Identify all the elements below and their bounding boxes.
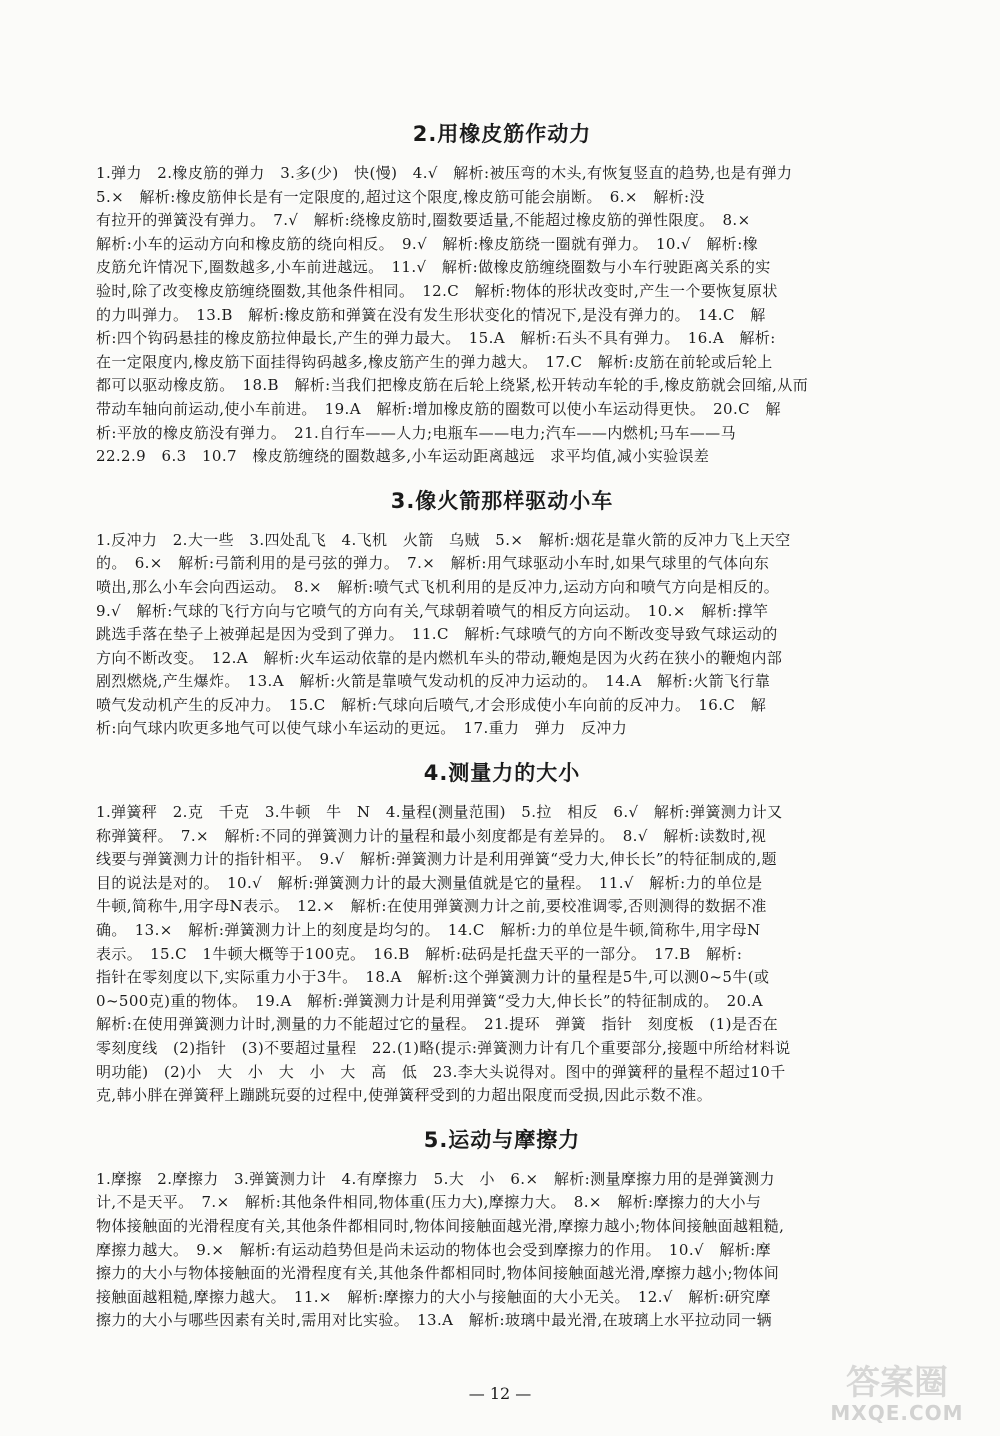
answer-line: 牛顿,简称牛,用字母N表示。 12.× 解析:在使用弹簧测力计之前,要校准调零,否则测得的数据不准 — [96, 897, 767, 916]
answer-line: 计,不是天平。 7.× 解析:其他条件相同,物体重(压力大),摩擦力大。 8.× 解析:摩擦力的大小与 — [96, 1193, 762, 1212]
section-title: 3.像火箭那样驱动小车 — [390, 488, 614, 513]
answer-line: 明功能) (2)小 大 小 大 小 大 高 低 23.李大头说得对。图中的弹簧秤的量程不超过10千 — [96, 1062, 786, 1081]
answer-line: 表示。 15.C 1牛顿大概等于100克。 16.B 解析:砝码是托盘天平的一部分。 17.B 解析: — [96, 944, 743, 963]
answer-line: 1.弹力 2.橡皮筋的弹力 3.多(少) 快(慢) 4.√ 解析:被压弯的木头,有恢复竖直的趋势,也是有弹力 — [96, 164, 793, 182]
watermark-logo — [812, 1364, 982, 1428]
answer-line: 零刻度线 (2)指针 (3)不要超过量程 22.(1)略(提示:弹簧测力计有几个重要部分,接题中所给材料说 — [96, 1039, 791, 1057]
section-body — [96, 162, 908, 469]
answer-line: 都可以驱动橡皮筋。 18.B 解析:当我们把橡皮筋在后轮上绕紧,松开转动车轮的手,橡皮筋就会回缩,从而 — [96, 376, 809, 395]
answer-line: 析:平放的橡皮筋没有弹力。 21.自行车——人力;电瓶车——电力;汽车——内燃机;马车——马 — [96, 423, 736, 442]
section-body — [96, 1168, 908, 1333]
answer-line: 擦力的大小与哪些因素有关时,需用对比实验。 13.A 解析:玻璃中最光滑,在玻璃上水平拉动同一辆 — [96, 1311, 772, 1330]
answer-line: 验时,除了改变橡皮筋缠绕圈数,其他条件相同。 12.C 解析:物体的形状改变时,产生一个要恢复原状 — [96, 281, 778, 300]
answer-line: 1.弹簧秤 2.克 千克 3.牛顿 牛 N 4.量程(测量范围) 5.拉 相反 6.√ 解析:弹簧测力计又 — [96, 803, 783, 822]
answer-line: 1.反冲力 2.大一些 3.四处乱飞 4.飞机 火箭 乌贼 5.× 解析:烟花是靠火箭的反冲力飞上天空 — [96, 530, 791, 549]
section-title: 5.运动与摩擦力 — [423, 1127, 581, 1152]
answer-line: 有拉开的弹簧没有弹力。 7.√ 解析:绕橡皮筋时,圈数要适量,不能超过橡皮筋的弹性限度。 8.× — [96, 211, 751, 230]
answer-line: 析:向气球内吹更多地气可以使气球小车运动的更远。 17.重力 弹力 反冲力 — [96, 719, 628, 738]
answer-line: 称弹簧秤。 7.× 解析:不同的弹簧测力计的量程和最小刻度都是有差异的。 8.√ 解析:读数时,视 — [96, 826, 767, 845]
watermark-text: 答案圈 — [846, 1363, 948, 1403]
answer-line: 物体接触面的光滑程度有关,其他条件都相同时,物体间接触面越光滑,摩擦力越小;物体间接触面越粗糙, — [96, 1216, 785, 1235]
answer-line: 确。 13.× 解析:弹簧测力计上的刻度是均匀的。 14.C 解析:力的单位是牛顿,简称牛,用字母N — [96, 921, 761, 940]
answer-line: 跳选手落在垫子上被弹起是因为受到了弹力。 11.C 解析:气球喷气的方向不断改变导致气球运动的 — [96, 625, 778, 644]
answer-line: 0~500克)重的物体。 19.A 解析:弹簧测力计是利用弹簧“受力大,伸长长”的特征制成的。 20.A — [96, 991, 763, 1010]
answer-line: 喷出,那么小车会向西运动。 8.× 解析:喷气式飞机利用的是反冲力,运动方向和喷气方向是相反的。 — [96, 577, 780, 596]
section-body — [96, 801, 908, 1108]
answer-line: 接触面越粗糙,摩擦力越大。 11.× 解析:摩擦力的大小与接触面的大小无关。 12.√ 解析:研究摩 — [96, 1287, 771, 1306]
answer-line: 摩擦力越大。 9.× 解析:有运动趋势但是尚未运动的物体也会受到摩擦力的作用。 10.√ 解析:摩 — [96, 1240, 772, 1259]
section-body — [96, 529, 908, 741]
answer-line: 皮筋允许情况下,圈数越多,小车前进越远。 11.√ 解析:做橡皮筋缠绕圈数与小车行驶距离关系的实 — [96, 258, 771, 277]
answer-line: 在一定限度内,橡皮筋下面挂得钩码越多,橡皮筋产生的弹力越大。 17.C 解析:皮筋在前轮或后轮上 — [96, 352, 773, 371]
answer-line: 解析:在使用弹簧测力计时,测量的力不能超过它的量程。 21.提环 弹簧 指针 刻度板 (1)是否在 — [96, 1015, 779, 1034]
section — [96, 118, 908, 469]
answer-line: 的。 6.× 解析:弓箭利用的是弓弦的弹力。 7.× 解析:用气球驱动小车时,如果气球里的气体向东 — [96, 554, 770, 573]
watermark-domain: MXQE.COM — [830, 1401, 964, 1425]
section-title: 2.用橡皮筋作动力 — [412, 122, 592, 146]
section — [96, 1124, 908, 1333]
answer-line: 5.× 解析:橡皮筋伸长是有一定限度的,超过这个限度,橡皮筋可能会崩断。 6.× 解析:没 — [96, 187, 705, 206]
answer-line: 析:四个钩码悬挂的橡皮筋拉伸最长,产生的弹力最大。 15.A 解析:石头不具有弹力。 16.A 解析: — [96, 329, 776, 348]
answer-page — [96, 118, 908, 1349]
section — [96, 757, 908, 1108]
answer-line: 1.摩擦 2.摩擦力 3.弹簧测力计 4.有摩擦力 5.大 小 6.× 解析:测量摩擦力用的是弹簧测力 — [96, 1169, 775, 1188]
answer-line: 喷气发动机产生的反冲力。 15.C 解析:气球向后喷气,才会形成使小车向前的反冲力。 16.C 解 — [96, 695, 767, 714]
answer-line: 的力叫弹力。 13.B 解析:橡皮筋和弹簧在没有发生形状变化的情况下,是没有弹力的。 14.C 解 — [96, 305, 766, 324]
page-number: — 12 — — [468, 1384, 532, 1403]
section-title: 4.测量力的大小 — [423, 761, 581, 786]
section — [96, 485, 908, 741]
answer-line: 22.2.9 6.3 10.7 橡皮筋缠绕的圈数越多,小车运动距离越远 求平均值,减小实验误差 — [96, 447, 710, 466]
answer-line: 线要与弹簧测力计的指针相平。 9.√ 解析:弹簧测力计是利用弹簧“受力大,伸长长”的特征制成的,题 — [96, 850, 777, 869]
answer-line: 方向不断改变。 12.A 解析:火车运动依靠的是内燃机车头的带动,鞭炮是因为火药在狭小的鞭炮内部 — [96, 648, 783, 667]
answer-line: 剧烈燃烧,产生爆炸。 13.A 解析:火箭是靠喷气发动机的反冲力运动的。 14.A 解析:火箭飞行靠 — [96, 672, 771, 691]
answer-line: 擦力的大小与物体接触面的光滑程度有关,其他条件都相同时,物体间接触面越光滑,摩擦力越小;物体间 — [96, 1264, 780, 1283]
answer-line: 带动车轴向前运动,使小车前进。 19.A 解析:增加橡皮筋的圈数可以使小车运动得更快。 20.C 解 — [96, 399, 781, 418]
answer-line: 解析:小车的运动方向和橡皮筋的绕向相反。 9.√ 解析:橡皮筋绕一圈就有弹力。 10.√ 解析:橡 — [96, 234, 759, 253]
answer-line: 克,韩小胖在弹簧秤上蹦跳玩耍的过程中,使弹簧秤受到的力超出限度而受损,因此示数不准。 — [96, 1086, 713, 1105]
answer-line: 目的说法是对的。 10.√ 解析:弹簧测力计的最大测量值就是它的量程。 11.√ 解析:力的单位是 — [96, 873, 763, 892]
answer-line: 指针在零刻度以下,实际重力小于3牛。 18.A 解析:这个弹簧测力计的量程是5牛,可以测0~5牛(或 — [96, 968, 770, 987]
answer-line: 9.√ 解析:气球的飞行方向与它喷气的方向有关,气球朝着喷气的相反方向运动。 10.× 解析:撑竿 — [96, 601, 769, 620]
